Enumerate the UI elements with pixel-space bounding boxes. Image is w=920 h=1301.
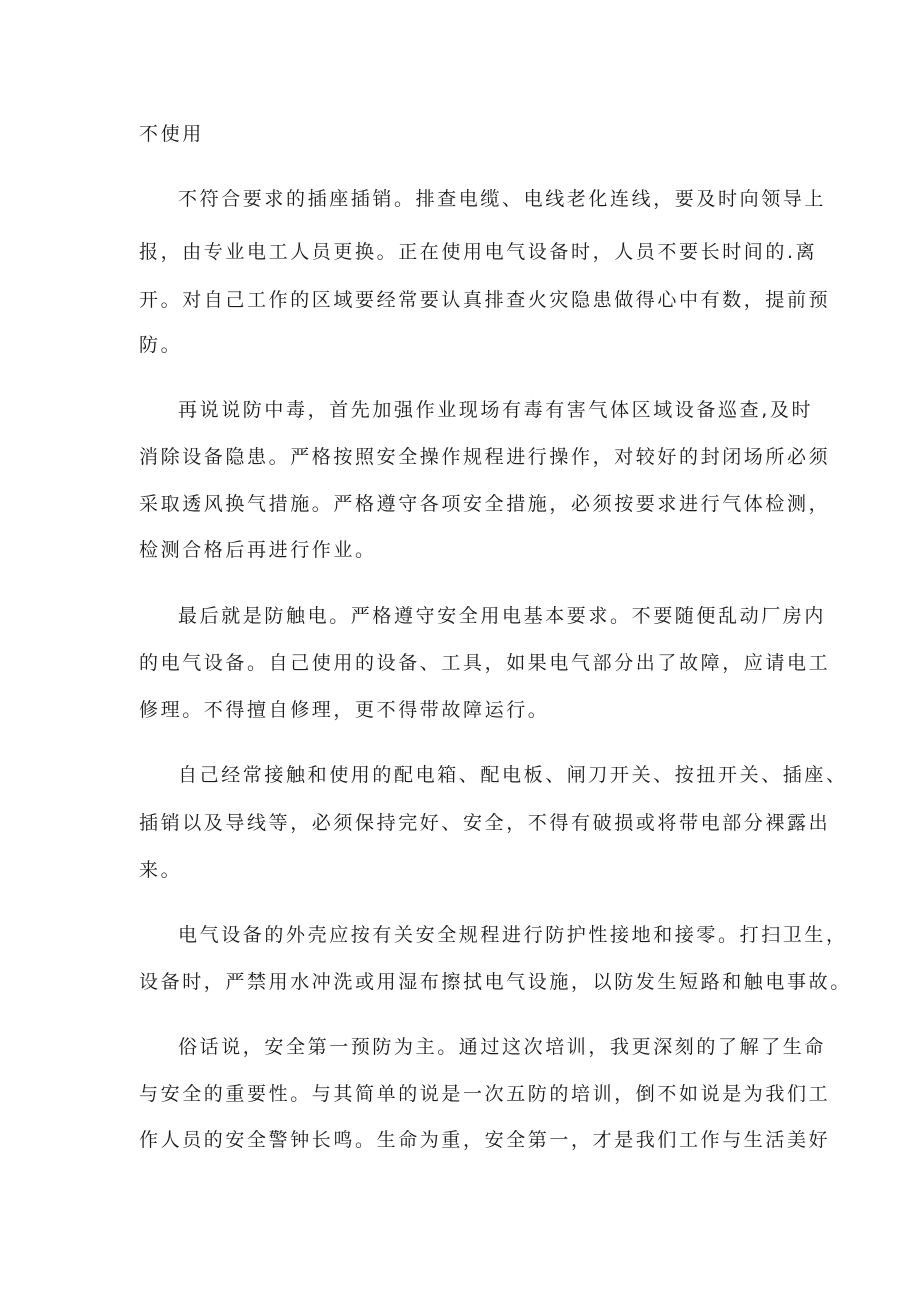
paragraph-line: 再说说防中毒，首先加强作业现场有毒有害气体区域设备巡查,及时 [178, 399, 814, 421]
paragraph-line: 防。 [139, 334, 183, 356]
text-line: 不使用 [139, 123, 204, 145]
paragraph-line: 电气设备的外壳应按有关安全规程进行防护性接地和接零。打扫卫生， [178, 924, 848, 946]
paragraph-line: 不符合要求的插座插销。排查电缆、电线老化连线，要及时向领导上 [178, 188, 827, 210]
paragraph-line: 设备时，严禁用水冲洗或用湿布擦拭电气设施，以防发生短路和触电事故。 [139, 971, 852, 993]
paragraph-line: 采取透风换气措施。严格遵守各项安全措施，必须按要求进行气体检测， [139, 493, 831, 515]
paragraph-line: 检测合格后再进行作业。 [139, 539, 377, 561]
paragraph-line: 最后就是防触电。严格遵守安全用电基本要求。不要随便乱动厂房内 [178, 605, 827, 627]
paragraph-line: 修理。不得擅自修理，更不得带故障运行。 [139, 699, 550, 721]
paragraph-line: 自己经常接触和使用的配电箱、配电板、闸刀开关、按扭开关、插座、 [178, 764, 848, 786]
paragraph-line: 消除设备隐患。严格按照安全操作规程进行操作，对较好的封闭场所必须 [139, 446, 831, 468]
paragraph-line: 与安全的重要性。与其简单的说是一次五防的培训，倒不如说是为我们工 [139, 1083, 831, 1105]
paragraph-line: 插销以及导线等，必须保持完好、安全，不得有破损或将带电部分裸露出 [139, 812, 831, 834]
paragraph-line: 作人员的安全警钟长鸣。生命为重，安全第一，才是我们工作与生活美好 [139, 1129, 831, 1151]
paragraph-line: 俗话说，安全第一预防为主。通过这次培训，我更深刻的了解了生命 [178, 1036, 827, 1058]
paragraph-line: 的电气设备。自己使用的设备、工具，如果电气部分出了故障，应请电工 [139, 652, 831, 674]
paragraph-line: 报，由专业电工人员更换。正在使用电气设备时，人员不要长时间的.离 [139, 241, 818, 263]
paragraph-line: 开。对自己工作的区域要经常要认真排查火灾隐患做得心中有数，提前预 [139, 289, 831, 311]
paragraph-line: 来。 [139, 859, 183, 881]
